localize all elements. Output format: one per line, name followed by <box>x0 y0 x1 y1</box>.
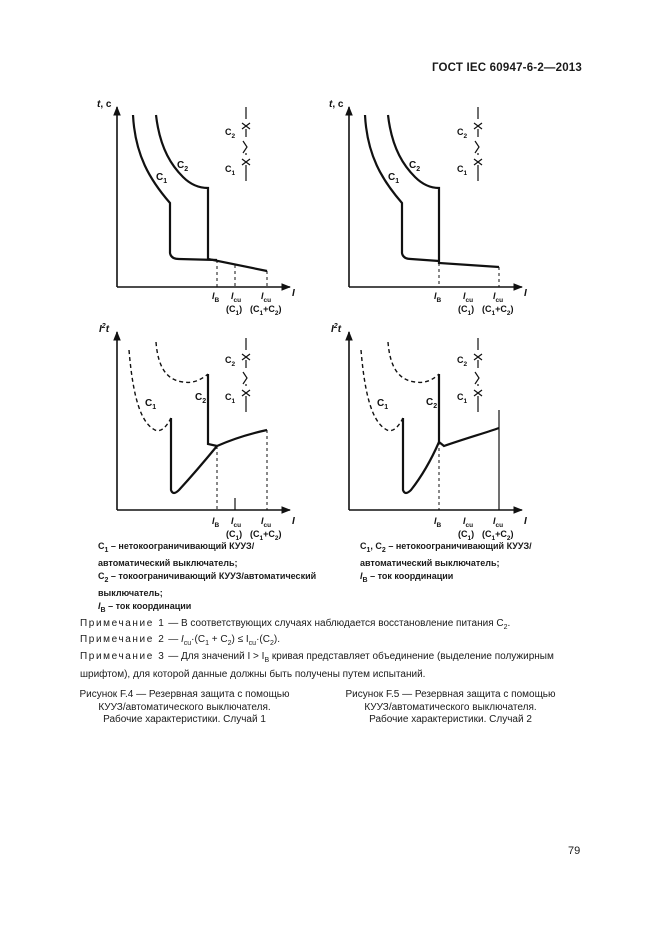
caption-figure-f4: Рисунок F.4 — Резервная защита с помощью КУУЗ/автоматического выключателя. Рабочие характеристики. Случай 1 <box>79 689 290 725</box>
label-c1: $C_1$ <box>156 172 168 185</box>
chart-i2t-case1 <box>95 318 325 543</box>
svg-text:I: I <box>524 516 527 527</box>
svg-text:Icu: $I_{cu}$ <box>493 516 504 529</box>
svg-text:(C1): $(C_1)$ <box>458 304 475 317</box>
svg-text:(C1+C2): $(C_1+C_2)$ <box>482 529 514 542</box>
svg-text:IB: $I_B$ <box>434 516 442 529</box>
svg-text:C2: $C_2$ <box>409 160 421 173</box>
svg-text:(C1+C2): $(C_1+C_2)$ <box>250 529 282 542</box>
curve-c1 <box>171 418 217 493</box>
breaker-symbol <box>242 107 250 181</box>
chart-time-case1 <box>95 95 325 320</box>
legend-left: $C_1$ – нетокоограничивающий КУУЗ/автоматический выключатель; $C_2$ – токоограничивающий КУУЗ/автоматический выключатель; $I_B$ – ток координации <box>98 541 317 614</box>
svg-text:I: I <box>292 516 295 527</box>
breaker-symbol <box>242 338 250 412</box>
y-axis-label-i2t: $I^2t$ <box>99 323 110 335</box>
svg-text:C2: $C_2$ <box>457 355 468 368</box>
svg-text:I: I <box>292 288 295 299</box>
page-number: 79 <box>568 845 581 857</box>
svg-text:IB: $I_B$ <box>434 291 442 304</box>
svg-text:Icu: $I_{cu}$ <box>231 291 242 304</box>
y-axis-label: t, c <box>97 99 112 110</box>
svg-text:C2: $C_2$ <box>457 127 468 140</box>
svg-text:IB: $I_B$ <box>212 291 220 304</box>
svg-text:t, c: t, c <box>329 99 344 110</box>
svg-text:C1: $C_1$ <box>457 392 468 405</box>
curve-c1 <box>403 418 439 493</box>
svg-text:I: I <box>524 288 527 299</box>
svg-text:Icu: $I_{cu}$ <box>463 516 474 529</box>
svg-text:C2: $C_2$ <box>195 392 207 405</box>
svg-text:C1: $C_1$ <box>225 392 236 405</box>
svg-text:C1: $C_1$ <box>225 164 236 177</box>
svg-text:C1: $C_1$ <box>145 398 157 411</box>
svg-text:Icu: $I_{cu}$ <box>463 291 474 304</box>
svg-text:Icu: $I_{cu}$ <box>261 291 272 304</box>
breaker-symbol <box>474 338 482 412</box>
label-c2: $C_2$ <box>177 160 189 173</box>
standard-header: ГОСТ IEC 60947-6-2—2013 <box>431 62 582 74</box>
svg-text:I2t: $I^2t$ <box>331 323 342 335</box>
svg-text:C1: $C_1$ <box>377 398 389 411</box>
curve-c2 <box>439 374 499 446</box>
curve-c2 <box>208 374 267 446</box>
curve-c2 <box>156 115 267 271</box>
svg-text:C2: $C_2$ <box>225 127 236 140</box>
svg-text:Icu: $I_{cu}$ <box>231 516 242 529</box>
curve-c2-dashed <box>156 342 208 382</box>
svg-text:Icu: $I_{cu}$ <box>493 291 504 304</box>
curve-c1 <box>365 115 439 261</box>
svg-text:C1: $C_1$ <box>457 164 468 177</box>
breaker-symbol <box>474 107 482 181</box>
caption-figure-f5: Рисунок F.5 — Резервная защита с помощью КУУЗ/автоматического выключателя. Рабочие характеристики. Случай 2 <box>345 689 556 725</box>
svg-text:(C1+C2): $(C_1+C_2)$ <box>482 304 514 317</box>
curve-c1-dashed <box>129 350 171 431</box>
svg-text:(C1): $(C_1)$ <box>226 304 243 317</box>
chart-time-case2 <box>327 95 557 320</box>
note-1: Примечание 1 — В соответствующих случаях наблюдается восстановление питания $C_2$. <box>80 618 511 631</box>
svg-text:C2: $C_2$ <box>225 355 236 368</box>
chart-i2t-case2 <box>327 318 557 543</box>
svg-text:Icu: $I_{cu}$ <box>261 516 272 529</box>
svg-text:(C1): $(C_1)$ <box>458 529 475 542</box>
note-3: Примечание 3 — Для значений $I > I_B$ кривая представляет объединение (выделение полужирным шрифтом), для которой данные должны быть получены путем испытаний. <box>80 651 554 680</box>
svg-text:IB: $I_B$ <box>212 516 220 529</box>
curve-c2 <box>388 115 499 267</box>
legend-right: $C_1$, $C_2$ – нетокоограничивающий КУУЗ/автоматический выключатель; $I_B$ – ток координации <box>360 541 532 584</box>
svg-text:C2: $C_2$ <box>426 397 438 410</box>
svg-text:(C1): $(C_1)$ <box>226 529 243 542</box>
svg-text:C1: $C_1$ <box>388 172 400 185</box>
svg-text:(C1+C2): $(C_1+C_2)$ <box>250 304 282 317</box>
note-2: Примечание 2 — $I_{cu}\cdot(C_1 + C_2) \le I_{cu}\cdot(C_2)$. <box>80 634 280 647</box>
